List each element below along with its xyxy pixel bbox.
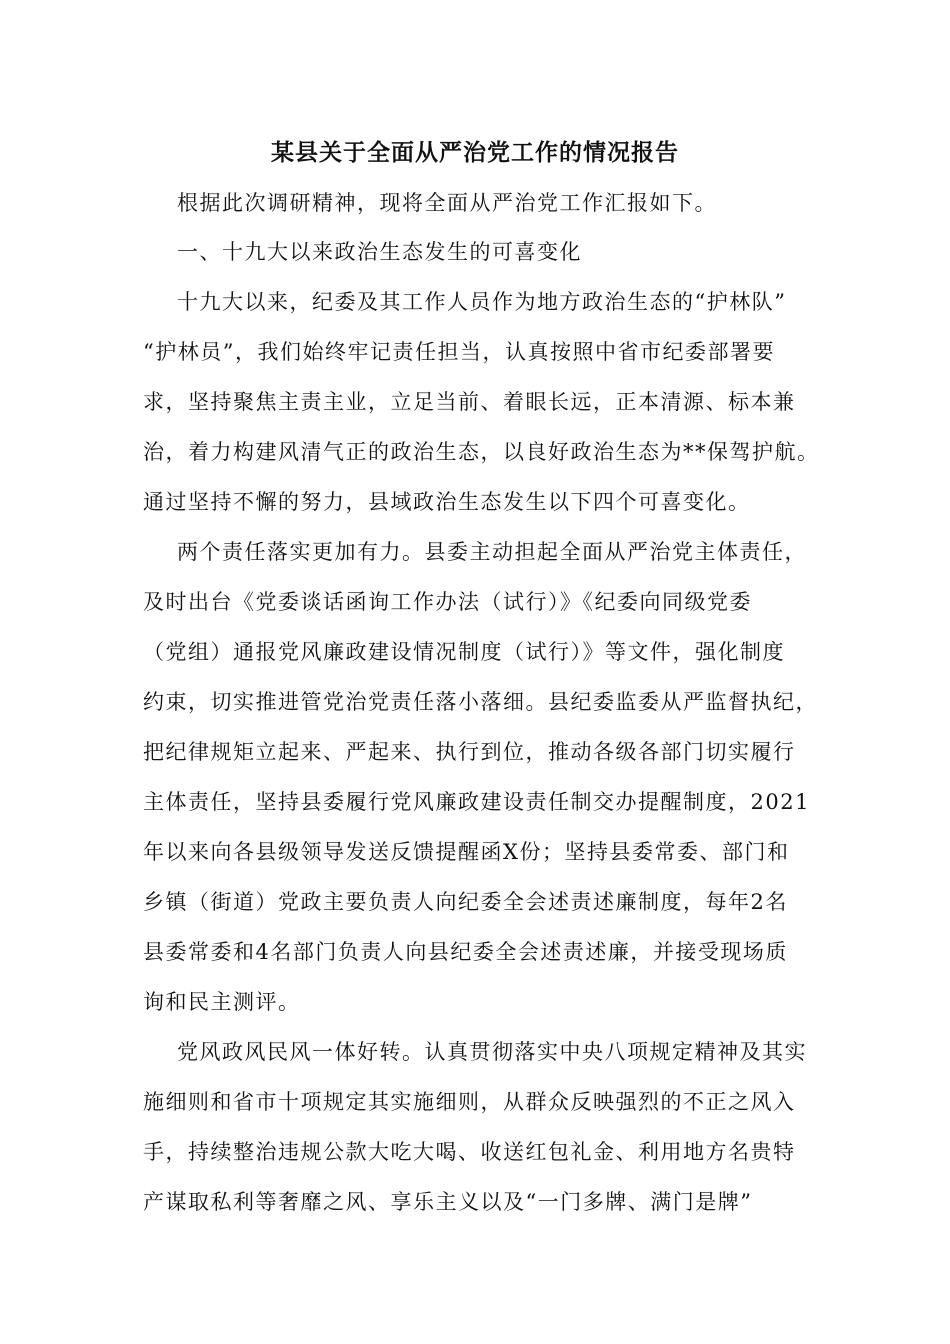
- paragraph-line: 党风政风民风一体好转。认真贯彻落实中央八项规定精神及其实: [177, 1040, 807, 1064]
- paragraph-line: 询和民主测评。: [143, 990, 301, 1014]
- paragraph-line: 根据此次调研精神，现将全面从严治党工作汇报如下。: [177, 191, 717, 215]
- paragraph-line: 把纪律规矩立起来、严起来、执行到位，推动各级各部门切实履行: [143, 740, 796, 764]
- paragraph-line: 年以来向各县级领导发送反馈提醒函X份；坚持县委常委、部门和: [143, 840, 790, 864]
- paragraph-line: 约束，切实推进管党治党责任落小落细。县纪委监委从严监督执纪，: [143, 690, 818, 714]
- document-title: 某县关于全面从严治党工作的情况报告: [271, 139, 679, 166]
- paragraph-line: 县委常委和4名部门负责人向县纪委全会述责述廉，并接受现场质: [143, 940, 788, 964]
- paragraph-line: 及时出台《党委谈话函询工作办法（试行）》《纪委向同级党委: [143, 590, 752, 614]
- paragraph-line: 通过坚持不懈的努力，县域政治生态发生以下四个可喜变化。: [143, 490, 751, 514]
- section-heading: 一、十九大以来政治生态发生的可喜变化: [177, 240, 582, 264]
- paragraph-line: “护林员”，我们始终牢记责任担当，认真按照中省市纪委部署要: [143, 340, 775, 364]
- paragraph-line: （党组）通报党风廉政建设情况制度（试行）》等文件，强化制度: [143, 640, 785, 664]
- paragraph-line: 产谋取私利等奢靡之风、享乐主义以及“一门多牌、满门是牌”: [143, 1190, 753, 1214]
- paragraph-line: 施细则和省市十项规定其实施细则，从群众反映强烈的不正之风入: [143, 1090, 796, 1114]
- paragraph-line: 乡镇（街道）党政主要负责人向纪委全会述责述廉制度，每年2名: [143, 890, 788, 914]
- paragraph-line: 治，着力构建风清气正的政治生态，以良好政治生态为**保驾护航。: [143, 440, 820, 464]
- paragraph-line: 两个责任落实更加有力。县委主动担起全面从严治党主体责任，: [177, 540, 807, 564]
- paragraph-line: 十九大以来，纪委及其工作人员作为地方政治生态的“护林队”: [177, 290, 787, 314]
- paragraph-line: 手，持续整治违规公款大吃大喝、收送红包礼金、利用地方名贵特: [143, 1140, 796, 1164]
- paragraph-line: 求，坚持聚焦主责主业，立足当前、着眼长远，正本清源、标本兼: [143, 390, 796, 414]
- paragraph-line: 主体责任，坚持县委履行党风廉政建设责任制交办提醒制度，2021: [143, 790, 810, 814]
